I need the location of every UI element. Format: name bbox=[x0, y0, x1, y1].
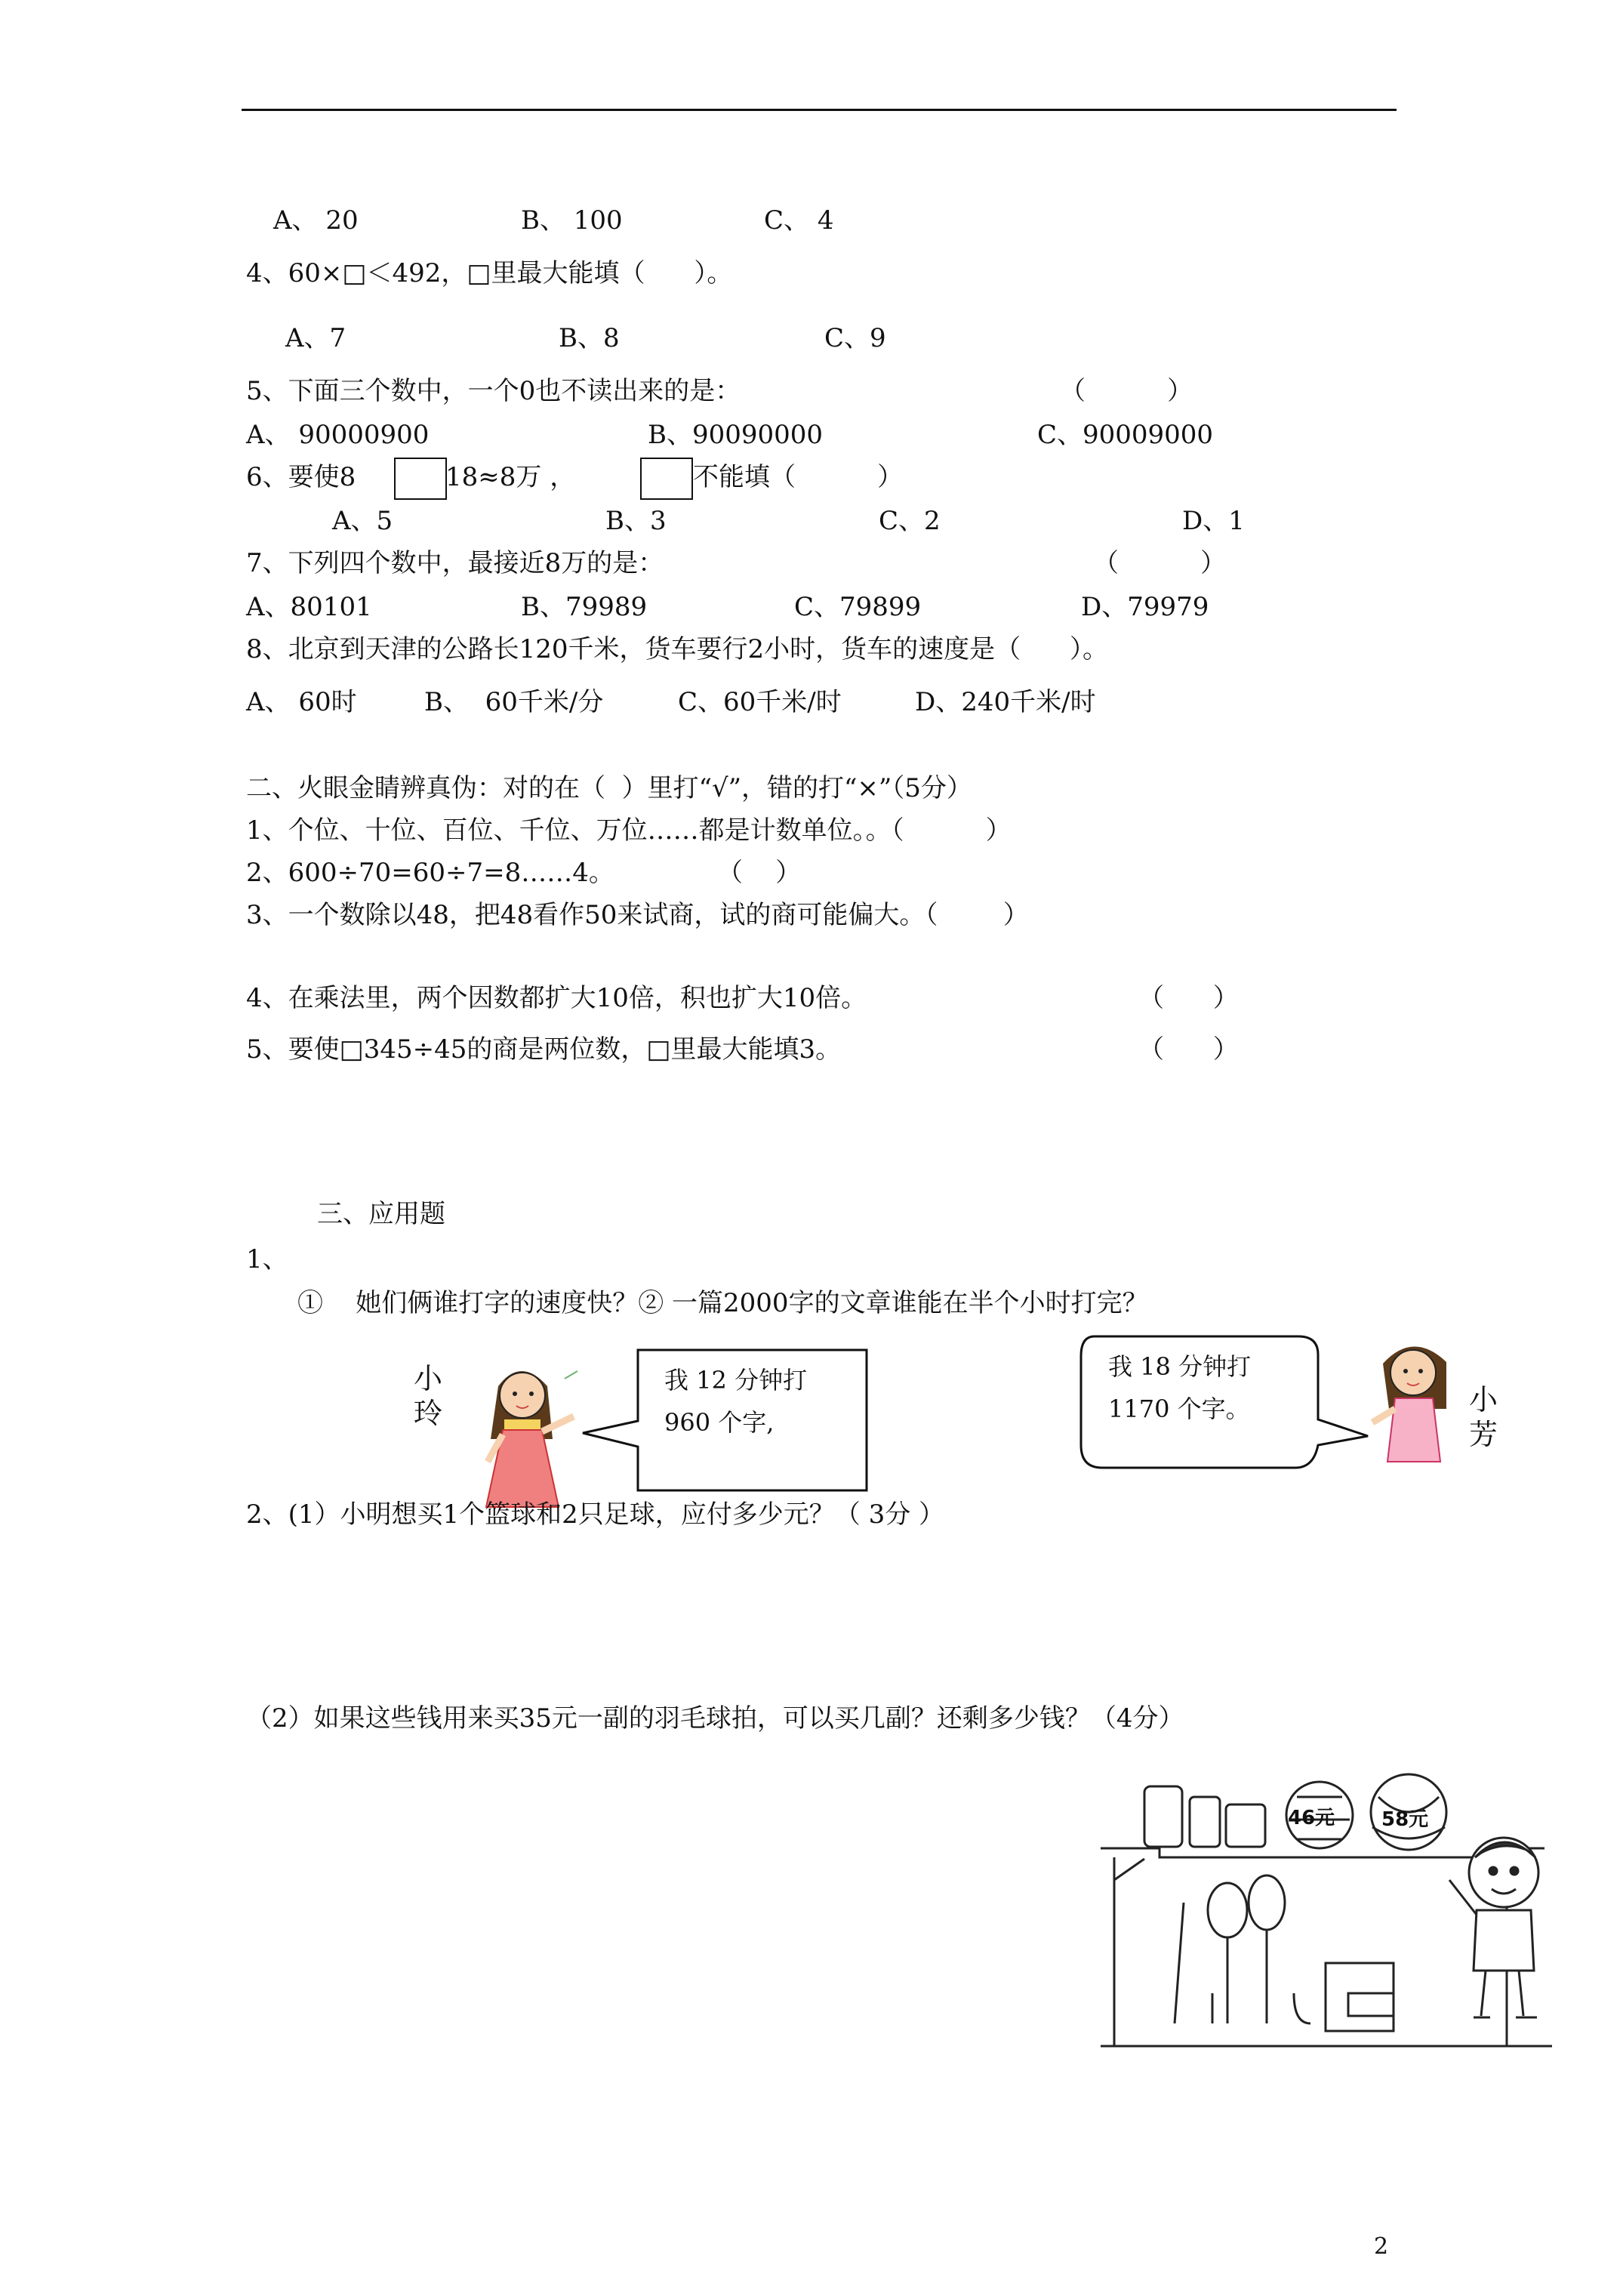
q5-option-b: B、90090000 bbox=[648, 420, 824, 450]
q7-blank: （ ） bbox=[1093, 548, 1227, 578]
q7-option-a: A、80101 bbox=[246, 592, 372, 622]
q6-option-b: B、3 bbox=[605, 506, 667, 536]
q8-option-b: B、 60千米/分 bbox=[424, 687, 604, 717]
header-rule bbox=[242, 109, 1397, 111]
section2-item-4-blank: （ ） bbox=[1138, 983, 1239, 1013]
q5-blank: （ ） bbox=[1060, 376, 1193, 406]
girl2-name-char2: 芳 bbox=[1469, 1418, 1498, 1451]
bubble1-line1: 我 12 分钟打 bbox=[664, 1366, 808, 1395]
section3-title: 三、应用题 bbox=[317, 1199, 445, 1229]
q7-option-d: D、79979 bbox=[1081, 592, 1209, 622]
bubble2-line2: 1170 个字。 bbox=[1108, 1395, 1250, 1423]
q6-option-a: A、5 bbox=[332, 506, 393, 536]
q6-answer-box-1 bbox=[394, 458, 447, 500]
q6-stem-b: 18≈8万 ， bbox=[445, 462, 576, 492]
bubble2-line1: 我 18 分钟打 bbox=[1108, 1352, 1252, 1381]
q8-stem: 8、北京到天津的公路长120千米，货车要行2小时，货车的速度是（ ）。 bbox=[246, 634, 1109, 664]
section2-item-4: 4、在乘法里，两个因数都扩大10倍，积也扩大10倍。 bbox=[246, 983, 867, 1013]
q8-option-c: C、60千米/时 bbox=[678, 687, 842, 717]
q6-stem-c: 不能填（ ） bbox=[693, 462, 904, 492]
section2-item-1: 1、个位、十位、百位、千位、万位……都是计数单位。。（ ） bbox=[246, 815, 1012, 846]
bubble1-line2: 960 个字, bbox=[664, 1408, 775, 1437]
section2-item-5: 5、要使□345÷45的商是两位数，□里最大能填3。 bbox=[246, 1034, 842, 1065]
section2-title: 二、火眼金睛辨真伪：对的在（ ）里打“√”，错的打“×”（5分） bbox=[246, 773, 972, 803]
girl2-illustration bbox=[1368, 1333, 1474, 1469]
q3-option-c: C、 4 bbox=[764, 205, 834, 236]
girl1-illustration bbox=[468, 1356, 581, 1515]
q5-option-c: C、90009000 bbox=[1037, 420, 1214, 450]
girl1-name-char1: 小 bbox=[414, 1362, 443, 1395]
page-number: 2 bbox=[1374, 2233, 1389, 2260]
section3-q1-text: ① 她们俩谁打字的速度快？② 一篇2000字的文章谁能在半个小时打完？ bbox=[297, 1288, 1148, 1318]
section3-q1-label: 1、 bbox=[246, 1244, 288, 1274]
section2-item-2-blank: （ ） bbox=[717, 858, 802, 888]
q6-stem-a: 6、要使8 bbox=[246, 462, 356, 492]
q8-option-d: D、240千米/时 bbox=[915, 687, 1096, 717]
q7-option-c: C、79899 bbox=[794, 592, 922, 622]
section2-item-3: 3、一个数除以48，把48看作50来试商，试的商可能偏大。（ ） bbox=[246, 900, 1029, 930]
price-tag-football: 46元 bbox=[1288, 1807, 1335, 1829]
q5-option-a: A、 90000900 bbox=[246, 420, 430, 450]
q7-option-b: B、79989 bbox=[521, 592, 648, 622]
boy-illustration bbox=[1443, 1827, 1557, 2031]
q7-stem: 7、下列四个数中，最接近8万的是： bbox=[246, 548, 664, 578]
q4-option-c: C、9 bbox=[824, 323, 886, 353]
q5-stem: 5、下面三个数中，一个0也不读出来的是： bbox=[246, 376, 741, 406]
section2-item-2: 2、600÷70=60÷7=8……4。 bbox=[246, 858, 614, 888]
section3-q2-part2: （2）如果这些钱用来买35元一副的羽毛球拍，可以买几副？还剩多少钱？（4分） bbox=[246, 1703, 1184, 1734]
price-tag-basketball: 58元 bbox=[1381, 1808, 1429, 1831]
q3-option-b: B、 100 bbox=[521, 205, 623, 236]
girl1-name-char2: 玲 bbox=[414, 1397, 443, 1430]
section3-q2-part1: 2、(1）小明想买1个篮球和2只足球，应付多少元？（ 3分 ） bbox=[246, 1499, 945, 1530]
girl2-name-char1: 小 bbox=[1469, 1383, 1498, 1416]
q4-stem: 4、60×□＜492，□里最大能填（ ）。 bbox=[246, 258, 733, 288]
q4-option-b: B、8 bbox=[559, 323, 620, 353]
section2-item-5-blank: （ ） bbox=[1138, 1034, 1239, 1065]
q6-answer-box-2 bbox=[640, 458, 693, 500]
q6-option-c: C、2 bbox=[879, 506, 941, 536]
q3-option-a: A、 20 bbox=[273, 205, 359, 236]
q4-option-a: A、7 bbox=[285, 323, 346, 353]
q6-option-d: D、1 bbox=[1182, 506, 1245, 536]
q8-option-a: A、 60时 bbox=[246, 687, 357, 717]
